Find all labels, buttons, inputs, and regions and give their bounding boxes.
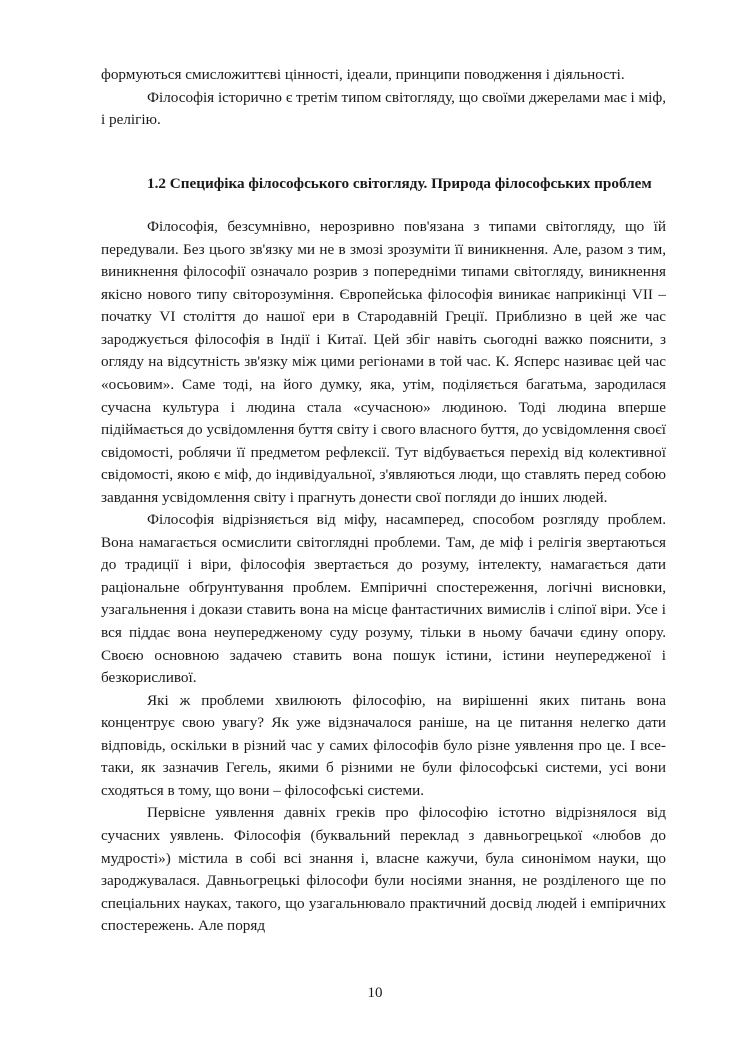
section-heading: 1.2 Специфіка філософського світогляду. Природа філософських проблем (147, 174, 652, 192)
body-paragraph: Філософія, безсумнівно, нерозривно пов'язана з типами світогляду, що їй передували. Без цього зв'язку ми не в змозі зрозуміти її виникнення. Але, разом з тим, виникнення філософії означало розрив з попередніми типами світогляду, виникнення якісно нового типу світорозуміння. Європейська філософія виникає наприкінці VII – початку VI століття до нашої ери в Стародавній Греції. Приблизно в цей же час зароджується філософія в Індії і Китаї. Цей збіг навіть сьогодні важко пояснити, з огляду на відсутність зв'язку між цими регіонами в той час. К. Ясперс називає цей час «осьовим». Саме тоді, на його думку, яка, утім, поділяється багатьма, зародилася сучасна культура і людина стала «сучасною» людиною. Тоді людина вперше підіймається до усвідомлення буття світу і свого власного буття, до усвідомлення своєї свідомості, роблячи її предметом рефлексії. Тут відбувається перехід від колективної свідомості, якою є міф, до індивідуальної, з'являються люди, що ставлять перед собою завдання усвідомлення світу і прагнуть донести свої погляди до інших людей. (101, 218, 666, 506)
document-page (101, 64, 666, 938)
page-number: 10 (367, 985, 383, 1001)
intro-paragraph-continued: формуються смисложиттєві цінності, ідеали, принципи поводження і діяльності. (101, 66, 625, 83)
body-paragraph: Які ж проблеми хвилюють філософію, на вирішенні яких питань вона концентрує свою увагу? Як уже відзначалося раніше, на це питання нелегко дати відповідь, оскільки в різний час у самих філософів було різне уявлення про це. І все-таки, як зазначив Гегель, якими б різними не були філософські системи, усі вони сходяться в тому, що вони – філософські системи. (101, 691, 666, 799)
body-paragraph: Філософія відрізняється від міфу, насамперед, способом розгляду проблем. Вона намагається осмислити світоглядні проблеми. Там, де міф і релігія звертаються до традиції і віри, філософія звертається до розуму, інтелекту, намагається дати раціональне обґрунтування проблем. Емпіричні спостереження, логічні висновки, узагальнення і докази ставить вона на місце фантастичних вимислів і сліпої віри. Усе і вся піддає вона неупередженому суду розуму, тільки в ньому бачачи єдину опору. Своєю основною задачею ставить вона пошук істини, істини неупередженої і безкорисливої. (101, 511, 666, 687)
intro-paragraph: Філософія історично є третім типом світогляду, що своїми джерелами має і міф, і релігію. (101, 88, 666, 129)
body-paragraph: Первісне уявлення давніх греків про філософію істотно відрізнялося від сучасних уявлень. Філософія (буквальний переклад з давньогрецької «любов до мудрості») містила в собі всі знання і, власне кажучи, була синонімом науки, що зароджувалася. Давньогрецькі філософи були носіями знання, не розділеного ще по спеціальних науках, такого, що узагальнювало практичний досвід людей і емпіричних спостережень. Але поряд (101, 804, 666, 935)
